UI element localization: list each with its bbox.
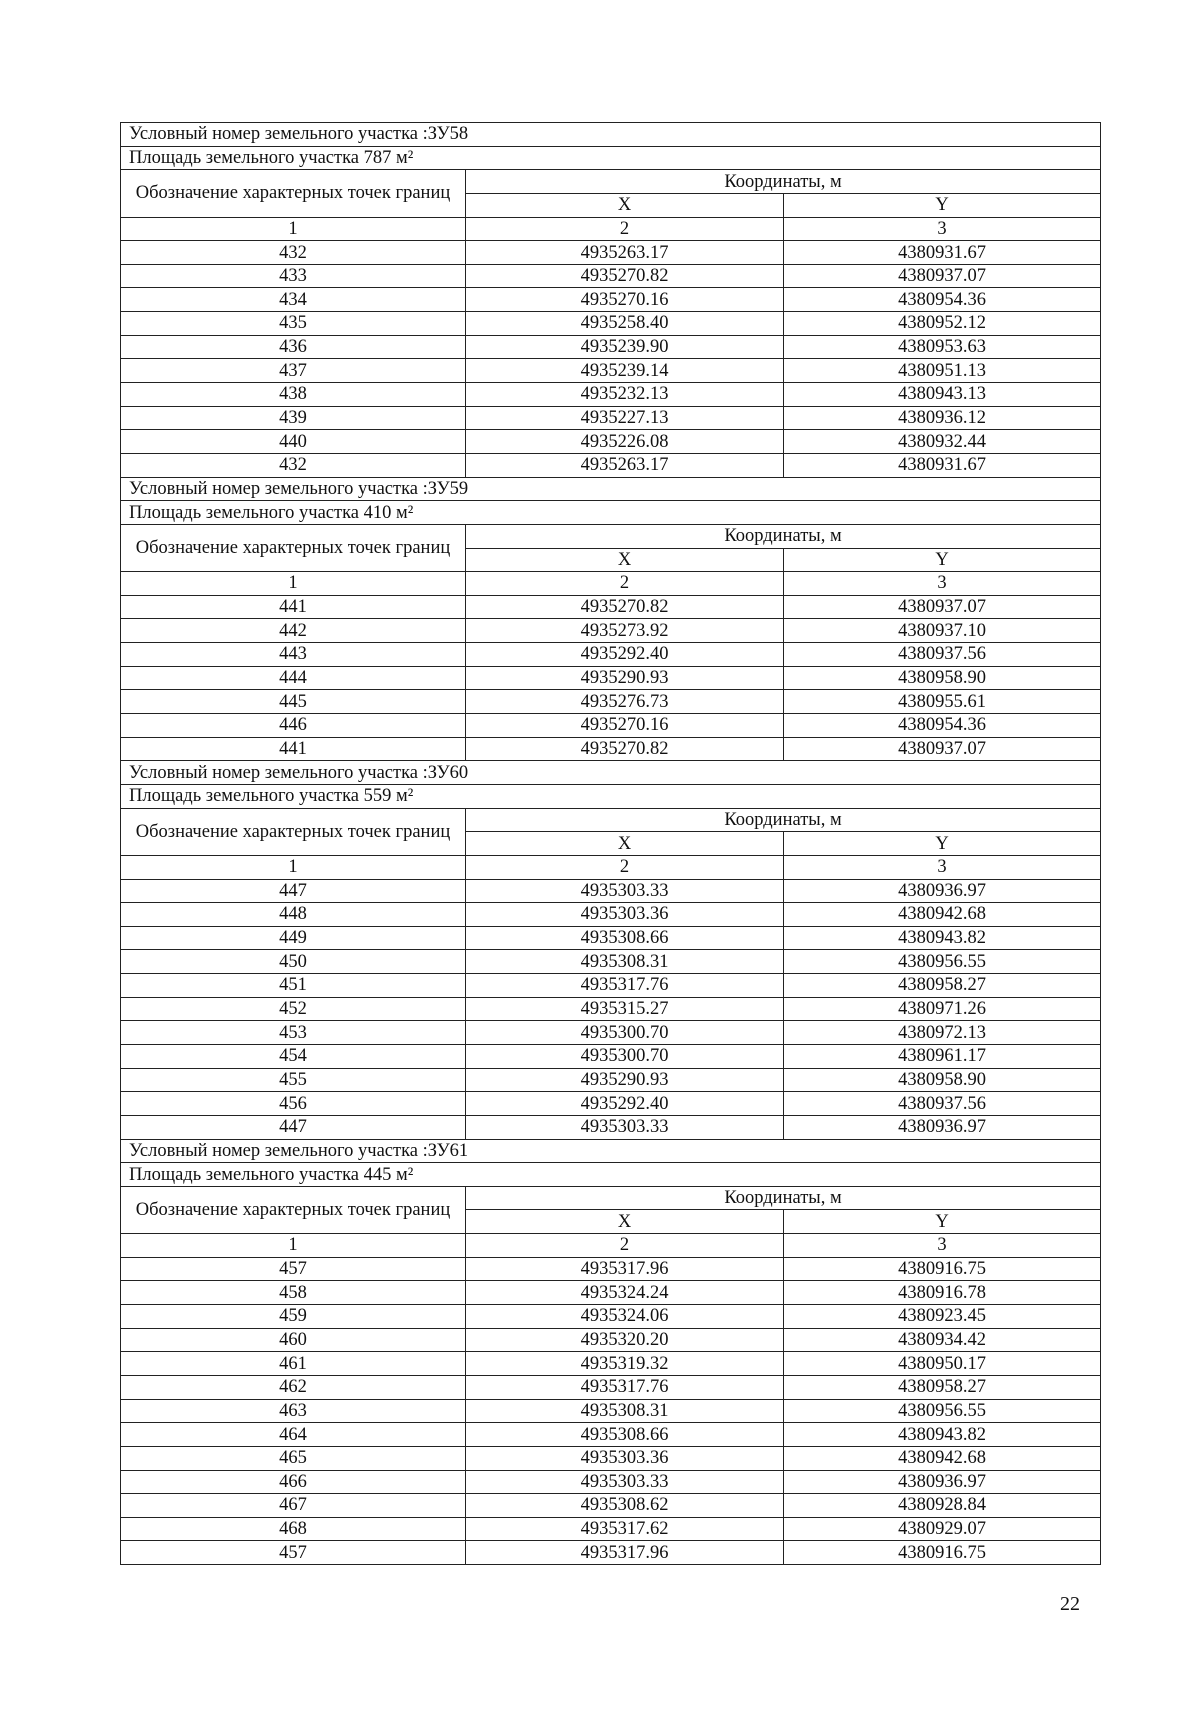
y-coordinate: 4380929.07 [784, 1517, 1101, 1541]
x-coordinate: 4935317.96 [466, 1257, 784, 1281]
point-number: 443 [121, 643, 466, 667]
table-row [121, 1281, 1101, 1305]
point-number: 454 [121, 1044, 466, 1068]
y-coordinate: 4380958.27 [784, 974, 1101, 998]
y-coordinate: 4380943.82 [784, 1423, 1101, 1447]
column-number-row [121, 1234, 1101, 1258]
x-coordinate: 4935226.08 [466, 430, 784, 454]
table-row [121, 997, 1101, 1021]
table-row [121, 406, 1101, 430]
column-number: 2 [466, 572, 784, 596]
table-row [121, 950, 1101, 974]
x-coordinate: 4935303.33 [466, 1470, 784, 1494]
header-row [121, 1186, 1101, 1210]
table-row [121, 1446, 1101, 1470]
point-number: 437 [121, 359, 466, 383]
y-coordinate: 4380943.13 [784, 383, 1101, 407]
column-number: 3 [784, 217, 1101, 241]
table-row [121, 714, 1101, 738]
table-row [121, 737, 1101, 761]
point-number: 438 [121, 383, 466, 407]
x-coordinate: 4935317.76 [466, 1375, 784, 1399]
point-number: 432 [121, 241, 466, 265]
x-coordinate: 4935308.62 [466, 1494, 784, 1518]
point-number: 446 [121, 714, 466, 738]
column-number: 3 [784, 1234, 1101, 1258]
y-coordinate: 4380937.07 [784, 737, 1101, 761]
y-coordinate: 4380937.07 [784, 264, 1101, 288]
parcel-area: Площадь земельного участка 410 м² [121, 501, 1101, 525]
point-number: 457 [121, 1541, 466, 1565]
point-number: 434 [121, 288, 466, 312]
y-coordinate: 4380937.56 [784, 1092, 1101, 1116]
parcel-area: Площадь земельного участка 787 м² [121, 146, 1101, 170]
point-number: 460 [121, 1328, 466, 1352]
y-coordinate: 4380916.75 [784, 1257, 1101, 1281]
table-row [121, 1021, 1101, 1045]
x-coordinate: 4935270.82 [466, 264, 784, 288]
y-coordinate: 4380937.07 [784, 595, 1101, 619]
x-coordinate: 4935273.92 [466, 619, 784, 643]
table-row [121, 1305, 1101, 1329]
x-coordinate: 4935315.27 [466, 997, 784, 1021]
point-number: 464 [121, 1423, 466, 1447]
y-coordinate: 4380942.68 [784, 903, 1101, 927]
table-row [121, 430, 1101, 454]
table-row [121, 666, 1101, 690]
x-coordinate: 4935239.90 [466, 335, 784, 359]
table-row [121, 1115, 1101, 1139]
column-number: 3 [784, 855, 1101, 879]
x-header: X [466, 1210, 784, 1234]
y-coordinate: 4380916.78 [784, 1281, 1101, 1305]
x-coordinate: 4935300.70 [466, 1021, 784, 1045]
y-coordinate: 4380928.84 [784, 1494, 1101, 1518]
x-coordinate: 4935270.82 [466, 737, 784, 761]
x-coordinate: 4935308.66 [466, 1423, 784, 1447]
x-coordinate: 4935270.16 [466, 714, 784, 738]
table-row [121, 264, 1101, 288]
x-coordinate: 4935324.24 [466, 1281, 784, 1305]
y-coordinate: 4380952.12 [784, 312, 1101, 336]
table-row [121, 974, 1101, 998]
table-row [121, 1423, 1101, 1447]
table-row [121, 643, 1101, 667]
y-coordinate: 4380958.90 [784, 666, 1101, 690]
points-header: Обозначение характерных точек границ [121, 524, 466, 571]
point-number: 467 [121, 1494, 466, 1518]
coordinates-header: Координаты, м [466, 524, 1101, 548]
point-number: 453 [121, 1021, 466, 1045]
x-coordinate: 4935270.16 [466, 288, 784, 312]
section-area-row [121, 784, 1101, 808]
header-row [121, 170, 1101, 194]
section-title-row [121, 1139, 1101, 1163]
x-coordinate: 4935319.32 [466, 1352, 784, 1376]
coordinates-document [120, 122, 1100, 1565]
header-row [121, 524, 1101, 548]
column-number: 2 [466, 1234, 784, 1258]
table-row [121, 1328, 1101, 1352]
y-coordinate: 4380954.36 [784, 714, 1101, 738]
section-area-row [121, 1163, 1101, 1187]
x-coordinate: 4935324.06 [466, 1305, 784, 1329]
x-header: X [466, 832, 784, 856]
x-coordinate: 4935232.13 [466, 383, 784, 407]
point-number: 445 [121, 690, 466, 714]
table-row [121, 1068, 1101, 1092]
x-coordinate: 4935239.14 [466, 359, 784, 383]
x-coordinate: 4935317.76 [466, 974, 784, 998]
table-row [121, 453, 1101, 477]
y-coordinate: 4380936.97 [784, 1470, 1101, 1494]
point-number: 463 [121, 1399, 466, 1423]
y-coordinate: 4380931.67 [784, 241, 1101, 265]
section-area-row [121, 501, 1101, 525]
x-coordinate: 4935227.13 [466, 406, 784, 430]
header-row [121, 808, 1101, 832]
parcel-area: Площадь земельного участка 559 м² [121, 784, 1101, 808]
point-number: 433 [121, 264, 466, 288]
point-number: 432 [121, 453, 466, 477]
x-coordinate: 4935308.31 [466, 950, 784, 974]
column-number-row [121, 572, 1101, 596]
parcel-number: Условный номер земельного участка :ЗУ60 [121, 761, 1101, 785]
table-row [121, 926, 1101, 950]
section-area-row [121, 146, 1101, 170]
table-row [121, 619, 1101, 643]
point-number: 468 [121, 1517, 466, 1541]
point-number: 466 [121, 1470, 466, 1494]
x-coordinate: 4935292.40 [466, 643, 784, 667]
point-number: 447 [121, 879, 466, 903]
table-row [121, 312, 1101, 336]
table-row [121, 359, 1101, 383]
x-coordinate: 4935263.17 [466, 453, 784, 477]
table-row [121, 1044, 1101, 1068]
table-row [121, 288, 1101, 312]
section-title-row [121, 123, 1101, 147]
y-coordinate: 4380956.55 [784, 950, 1101, 974]
point-number: 444 [121, 666, 466, 690]
y-coordinate: 4380950.17 [784, 1352, 1101, 1376]
y-coordinate: 4380972.13 [784, 1021, 1101, 1045]
point-number: 447 [121, 1115, 466, 1139]
y-coordinate: 4380931.67 [784, 453, 1101, 477]
x-coordinate: 4935308.31 [466, 1399, 784, 1423]
x-coordinate: 4935290.93 [466, 1068, 784, 1092]
point-number: 450 [121, 950, 466, 974]
y-header: Y [784, 1210, 1101, 1234]
x-coordinate: 4935263.17 [466, 241, 784, 265]
point-number: 442 [121, 619, 466, 643]
y-coordinate: 4380916.75 [784, 1541, 1101, 1565]
section-title-row [121, 477, 1101, 501]
y-header: Y [784, 548, 1101, 572]
x-coordinate: 4935290.93 [466, 666, 784, 690]
coordinates-header: Координаты, м [466, 808, 1101, 832]
x-coordinate: 4935303.33 [466, 1115, 784, 1139]
parcel-number: Условный номер земельного участка :ЗУ59 [121, 477, 1101, 501]
point-number: 455 [121, 1068, 466, 1092]
y-coordinate: 4380932.44 [784, 430, 1101, 454]
column-number: 1 [121, 1234, 466, 1258]
table-row [121, 879, 1101, 903]
points-header: Обозначение характерных точек границ [121, 170, 466, 217]
table-row [121, 1541, 1101, 1565]
points-header: Обозначение характерных точек границ [121, 1186, 466, 1233]
point-number: 441 [121, 595, 466, 619]
x-coordinate: 4935258.40 [466, 312, 784, 336]
x-coordinate: 4935300.70 [466, 1044, 784, 1068]
x-header: X [466, 548, 784, 572]
point-number: 462 [121, 1375, 466, 1399]
table-row [121, 690, 1101, 714]
table-row [121, 1257, 1101, 1281]
column-number-row [121, 217, 1101, 241]
x-coordinate: 4935303.33 [466, 879, 784, 903]
y-coordinate: 4380936.97 [784, 879, 1101, 903]
x-coordinate: 4935276.73 [466, 690, 784, 714]
y-coordinate: 4380934.42 [784, 1328, 1101, 1352]
column-number: 1 [121, 855, 466, 879]
y-coordinate: 4380923.45 [784, 1305, 1101, 1329]
point-number: 452 [121, 997, 466, 1021]
point-number: 448 [121, 903, 466, 927]
y-coordinate: 4380958.90 [784, 1068, 1101, 1092]
y-coordinate: 4380936.97 [784, 1115, 1101, 1139]
point-number: 465 [121, 1446, 466, 1470]
y-coordinate: 4380943.82 [784, 926, 1101, 950]
y-coordinate: 4380954.36 [784, 288, 1101, 312]
point-number: 440 [121, 430, 466, 454]
parcel-number: Условный номер земельного участка :ЗУ58 [121, 123, 1101, 147]
y-header: Y [784, 832, 1101, 856]
coordinates-table-body [121, 123, 1101, 1565]
column-number-row [121, 855, 1101, 879]
points-header: Обозначение характерных точек границ [121, 808, 466, 855]
point-number: 457 [121, 1257, 466, 1281]
table-row [121, 241, 1101, 265]
parcel-area: Площадь земельного участка 445 м² [121, 1163, 1101, 1187]
table-row [121, 383, 1101, 407]
x-coordinate: 4935308.66 [466, 926, 784, 950]
y-coordinate: 4380961.17 [784, 1044, 1101, 1068]
y-coordinate: 4380955.61 [784, 690, 1101, 714]
table-row [121, 1470, 1101, 1494]
table-row [121, 1092, 1101, 1116]
table-row [121, 1375, 1101, 1399]
y-coordinate: 4380951.13 [784, 359, 1101, 383]
y-coordinate: 4380958.27 [784, 1375, 1101, 1399]
section-title-row [121, 761, 1101, 785]
y-header: Y [784, 193, 1101, 217]
point-number: 439 [121, 406, 466, 430]
column-number: 2 [466, 855, 784, 879]
y-coordinate: 4380956.55 [784, 1399, 1101, 1423]
table-row [121, 1399, 1101, 1423]
coordinates-header: Координаты, м [466, 170, 1101, 194]
x-header: X [466, 193, 784, 217]
table-row [121, 595, 1101, 619]
coordinates-header: Координаты, м [466, 1186, 1101, 1210]
y-coordinate: 4380937.56 [784, 643, 1101, 667]
x-coordinate: 4935270.82 [466, 595, 784, 619]
x-coordinate: 4935320.20 [466, 1328, 784, 1352]
parcel-number: Условный номер земельного участка :ЗУ61 [121, 1139, 1101, 1163]
point-number: 456 [121, 1092, 466, 1116]
point-number: 435 [121, 312, 466, 336]
point-number: 461 [121, 1352, 466, 1376]
table-row [121, 903, 1101, 927]
y-coordinate: 4380936.12 [784, 406, 1101, 430]
column-number: 3 [784, 572, 1101, 596]
x-coordinate: 4935317.62 [466, 1517, 784, 1541]
y-coordinate: 4380942.68 [784, 1446, 1101, 1470]
table-row [121, 335, 1101, 359]
x-coordinate: 4935317.96 [466, 1541, 784, 1565]
x-coordinate: 4935303.36 [466, 903, 784, 927]
page-number: 22 [1060, 1593, 1080, 1615]
point-number: 451 [121, 974, 466, 998]
y-coordinate: 4380937.10 [784, 619, 1101, 643]
x-coordinate: 4935292.40 [466, 1092, 784, 1116]
point-number: 441 [121, 737, 466, 761]
table-row [121, 1494, 1101, 1518]
column-number: 1 [121, 572, 466, 596]
table-row [121, 1517, 1101, 1541]
y-coordinate: 4380953.63 [784, 335, 1101, 359]
point-number: 449 [121, 926, 466, 950]
point-number: 436 [121, 335, 466, 359]
column-number: 2 [466, 217, 784, 241]
point-number: 459 [121, 1305, 466, 1329]
coordinates-table [120, 122, 1101, 1565]
table-row [121, 1352, 1101, 1376]
point-number: 458 [121, 1281, 466, 1305]
y-coordinate: 4380971.26 [784, 997, 1101, 1021]
x-coordinate: 4935303.36 [466, 1446, 784, 1470]
column-number: 1 [121, 217, 466, 241]
